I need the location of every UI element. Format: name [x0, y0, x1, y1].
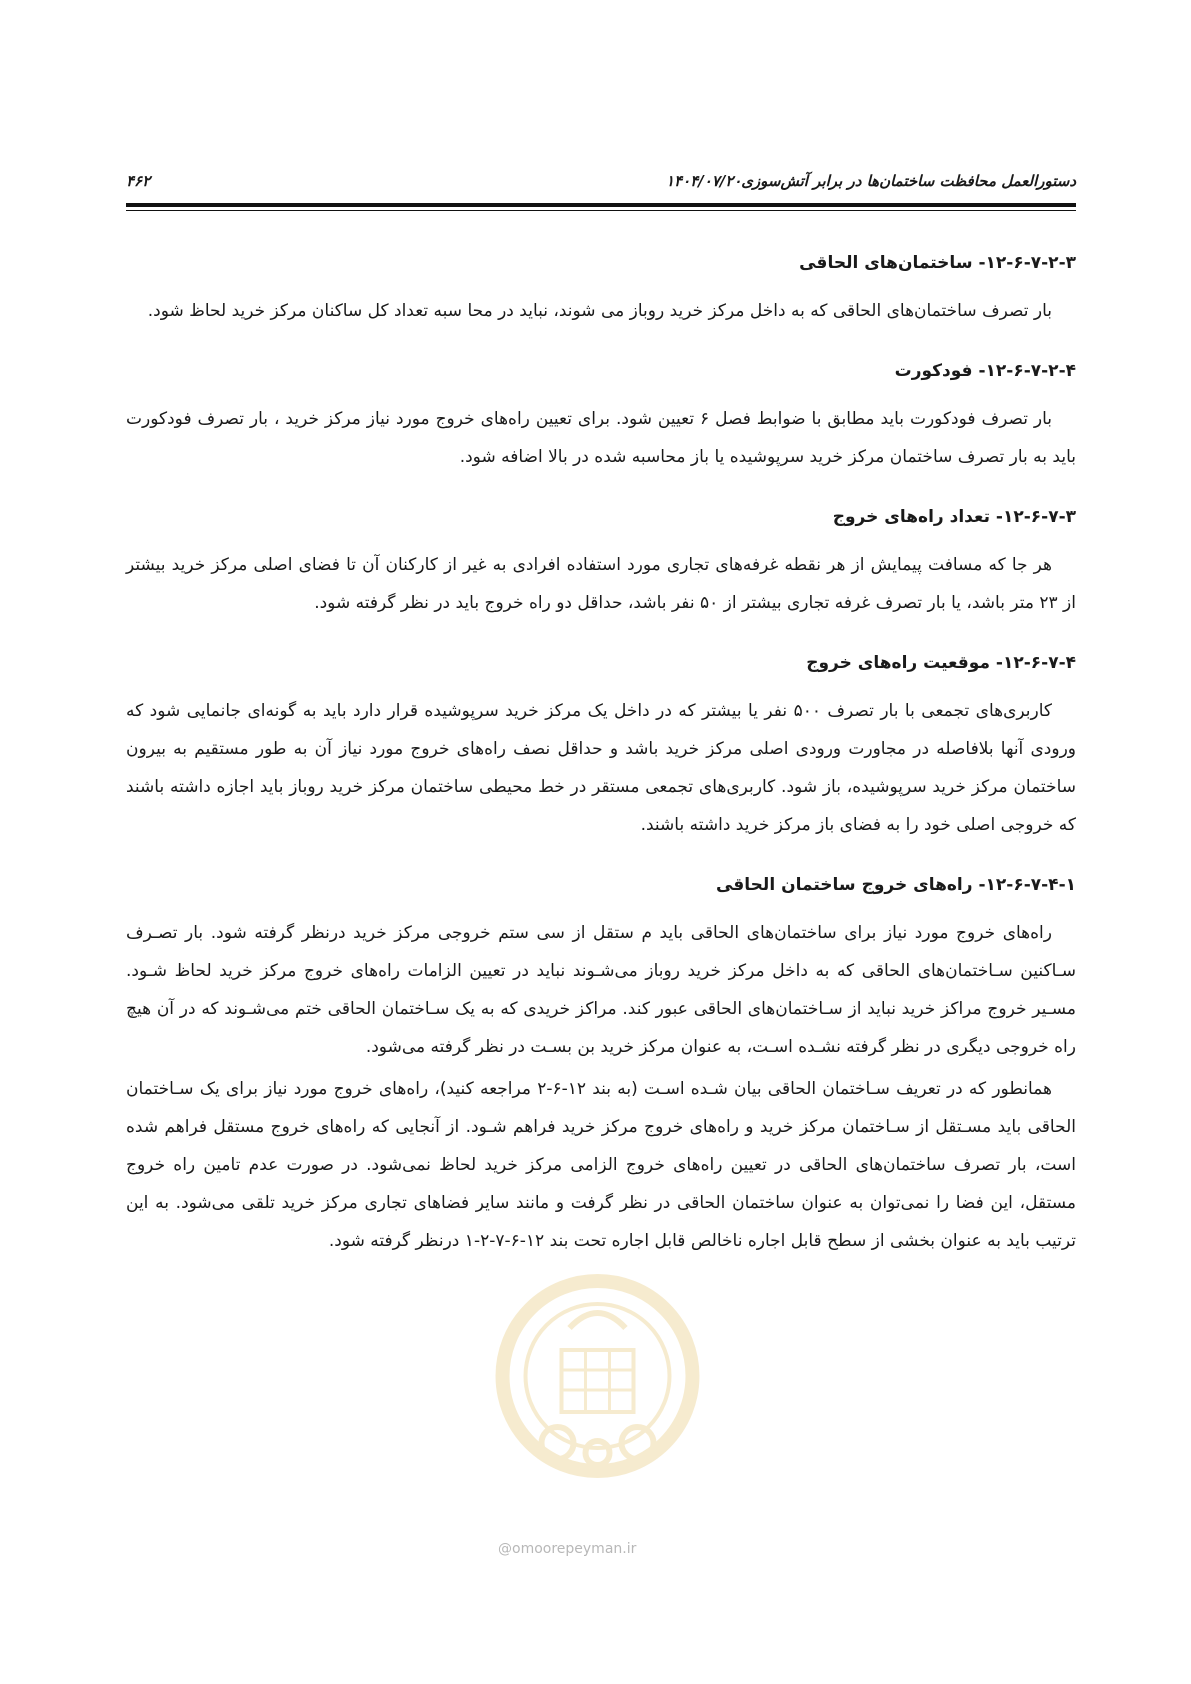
section-food-court: [126, 356, 1076, 476]
section-exit-location: [126, 648, 1076, 844]
paragraph: هر جا که مسافت پیمایش از هر نقطه غرفه‌های تجاری مورد استفاده افرادی به غیر از کارکنان آن تا فضای اصلی مرکز خرید بیشتر از ۲۳ متر باشد، یا بار تصرف غرفه تجاری بیشتر از ۵۰ نفر باشد، حداقل دو راه خروج باید در نظر گرفته شود.: [126, 555, 1076, 613]
document-body: [126, 248, 1076, 1286]
watermark-text: @omoorepeyman.ir: [498, 1541, 637, 1557]
header-date: ۱۴۰۴/۰۷/۲۰: [666, 172, 742, 190]
header-rule-thin: [126, 210, 1076, 211]
page-header: [126, 172, 1076, 196]
page-number: ۴۶۲: [126, 172, 151, 190]
seal-logo-icon: [495, 1258, 700, 1518]
paragraph: راه‌های خروج مورد نیاز برای ساختمان‌های الحاقی باید م ستقل از سی ستم خروجی مرکز خرید درنظر گرفته شود. بار تصـرف سـاکنین سـاختمان‌های الحاقی که به داخل مرکز خرید روباز می‌شـوند نباید در تعیین الزامات راه‌های خروج مرکز خرید لحاظ شـود. مسـیر خروج مراکز خرید نباید از سـاختمان‌های الحاقی عبور کند. مراکز خریدی که به یک سـاختمان الحاقی ختم می‌شـوند که در آن هیچ راه خروجی دیگری در نظر گرفته نشـده اسـت، به عنوان مرکز خرید بن بسـت در نظر گرفته می‌شود.: [126, 923, 1076, 1057]
paragraph: کاربری‌های تجمعی با بار تصرف ۵۰۰ نفر یا بیشتر که در داخل یک مرکز خرید سرپوشیده قرار دارد باید به گونه‌ای جانمایی شود که ورودی آنها بلافاصله در مجاورت ورودی اصلی مرکز خرید باشد و حداقل نصف راه‌های خروج مورد نیاز آن به طور مستقیم به بیرون ساختمان مرکز خرید سرپوشیده، باز شود. کاربری‌های تجمعی مستقر در خط محیطی ساختمان مرکز خرید روباز باید اجازه داشته باشند که خروجی اصلی خود را به فضای باز مرکز خرید داشته باشند.: [126, 701, 1076, 835]
section-annex-exits: [126, 870, 1076, 1260]
section-heading: ۱۲-۶-۷-۲-۴- فودکورت: [894, 361, 1076, 381]
section-number-of-exits: [126, 502, 1076, 622]
section-heading: ۱۲-۶-۷-۲-۳- ساختمان‌های الحاقی: [799, 253, 1076, 273]
section-heading: ۱۲-۶-۷-۳- تعداد راه‌های خروج: [832, 507, 1076, 527]
header-title: دستورالعمل محافظت ساختمان‌ها در برابر آتش‌سوزی: [741, 172, 1076, 190]
header-rule-thick: [126, 203, 1076, 207]
paragraph: بار تصرف فودکورت باید مطابق با ضوابط فصل ۶ تعیین شود. برای تعیین راه‌های خروج مورد نیاز مرکز خرید ، بار تصرف فودکورت باید به بار تصرف ساختمان مرکز خرید سرپوشیده یا باز محاسبه شده در بالا اضافه شود.: [126, 409, 1076, 467]
section-heading: ۱۲-۶-۷-۴- موقعیت راه‌های خروج: [806, 653, 1076, 673]
section-annex-buildings: [126, 248, 1076, 330]
section-heading: ۱۲-۶-۷-۴-۱- راه‌های خروج ساختمان الحاقی: [715, 875, 1076, 895]
paragraph: همانطور که در تعریف سـاختمان الحاقی بیان شـده اسـت (به بند ۱۲-۶-۲ مراجعه کنید)، راه‌های خروج مورد نیاز برای یک سـاختمان الحاقی باید مسـتقل از سـاختمان مرکز خرید و راه‌های خروج مرکز خرید فراهم شـود. از آنجایی که راه‌های خروج مستقل فراهم شده است، بار تصرف ساختمان‌های الحاقی در تعیین راه‌های خروج الزامی مرکز خرید لحاظ نمی‌شود. در صورت عدم تامین راه خروج مستقل، این فضا را نمی‌توان به عنوان ساختمان الحاقی در نظر گرفت و مانند سایر فضاهای تجاری مرکز خرید تلقی می‌شود. به این ترتیب باید به عنوان بخشی از سطح قابل اجاره ناخالص قابل اجاره تحت بند ۱۲-۶-۷-۲-۱ درنظر گرفته شود.: [126, 1079, 1076, 1251]
paragraph: بار تصرف ساختمان‌های الحاقی که به داخل مرکز خرید روباز می شوند، نباید در محا سبه تعداد کل ساکنان مرکز خرید لحاظ شود.: [147, 301, 1052, 321]
